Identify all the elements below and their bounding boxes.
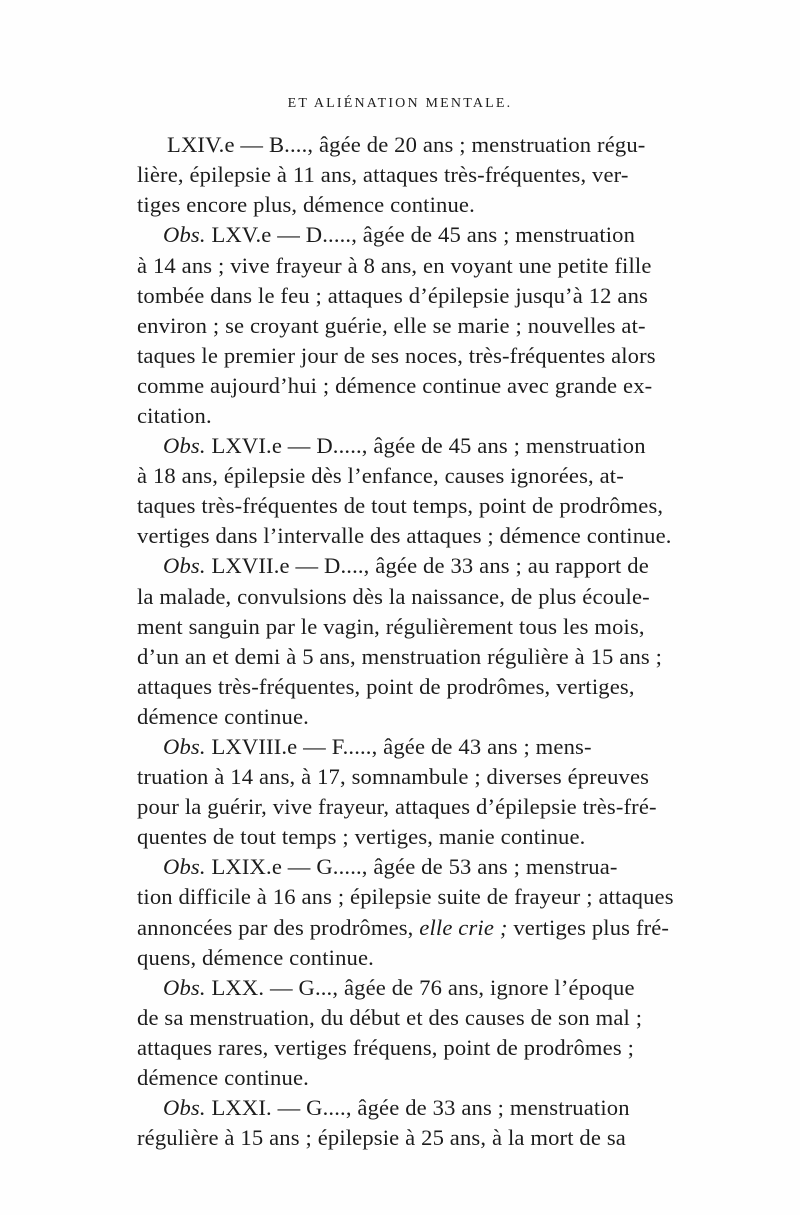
- text-line: [137, 822, 585, 852]
- line-text: LXVII.e — D...., âgée de 33 ans ; au rapport de: [211, 553, 649, 578]
- line-text: LXVI.e — D....., âgée de 45 ans ; menstruation: [211, 433, 646, 458]
- text-line: [137, 762, 649, 792]
- line-text: LXVIII.e — F....., âgée de 43 ans ; mens-: [211, 734, 592, 759]
- line-text: taques le premier jour de ses noces, très-fréquentes alors: [137, 343, 656, 368]
- line-text: ment sanguin par le vagin, régulièrement tous les mois,: [137, 614, 645, 639]
- text-line: [137, 461, 624, 491]
- line-text: citation.: [137, 403, 212, 428]
- text-line: [137, 672, 635, 702]
- text-line: [137, 491, 663, 521]
- text-line: [137, 1063, 309, 1093]
- text-line: [137, 401, 212, 431]
- text-line: [137, 943, 374, 973]
- text-line: [137, 190, 475, 220]
- line-text: vertiges dans l’intervalle des attaques ; démence continue.: [137, 523, 672, 548]
- text-line: [137, 521, 672, 551]
- obs-label: Obs.: [163, 222, 206, 247]
- text-line: [137, 341, 656, 371]
- line-text: tion difficile à 16 ans ; épilepsie suite de frayeur ; attaques: [137, 884, 674, 909]
- obs-label: Obs.: [163, 1095, 206, 1120]
- line-text: LXX. — G..., âgée de 76 ans, ignore l’époque: [211, 975, 635, 1000]
- line-text: à 14 ans ; vive frayeur à 8 ans, en voyant une petite fille: [137, 253, 652, 278]
- obs-label: Obs.: [163, 734, 206, 759]
- obs-label: Obs.: [163, 433, 206, 458]
- text-line: [163, 973, 635, 1003]
- line-text: de sa menstruation, du début et des causes de son mal ;: [137, 1005, 643, 1030]
- text-line: [167, 130, 657, 160]
- text-line: [137, 281, 648, 311]
- line-text: LXXI. — G...., âgée de 33 ans ; menstruation: [211, 1095, 630, 1120]
- text-line: [137, 913, 669, 943]
- line-text: lière, épilepsie à 11 ans, attaques très-fréquentes, ver-: [137, 162, 629, 187]
- line-text: la malade, convulsions dès la naissance, de plus écoule-: [137, 584, 650, 609]
- line-text: LXIV.e — B...., âgée de 20 ans ; menstruation régu-: [167, 132, 646, 157]
- obs-label: Obs.: [163, 553, 206, 578]
- obs-label: Obs.: [163, 975, 206, 1000]
- line-text: à 18 ans, épilepsie dès l’enfance, causes ignorées, at-: [137, 463, 624, 488]
- text-line: [137, 702, 309, 732]
- obs-label: Obs.: [163, 854, 206, 879]
- text-line: [137, 792, 657, 822]
- text-line: [163, 431, 646, 461]
- line-text: régulière à 15 ans ; épilepsie à 25 ans, à la mort de sa: [137, 1125, 626, 1150]
- line-text: démence continue.: [137, 1065, 309, 1090]
- text-line: [137, 582, 650, 612]
- line-text: taques très-fréquentes de tout temps, point de prodrômes,: [137, 493, 664, 518]
- text-line: [137, 612, 645, 642]
- text-line: [137, 1003, 642, 1033]
- text-line: [137, 642, 662, 672]
- line-text: tiges encore plus, démence continue.: [137, 192, 475, 217]
- text-line: [137, 1123, 626, 1153]
- text-line: [163, 732, 592, 762]
- line-text: démence continue.: [137, 704, 309, 729]
- line-text: attaques rares, vertiges fréquens, point de prodrômes ;: [137, 1035, 634, 1060]
- line-text: tombée dans le feu ; attaques d’épilepsie jusqu’à 12 ans: [137, 283, 648, 308]
- line-text: LXIX.e — G....., âgée de 53 ans ; menstrua-: [211, 854, 618, 879]
- line-text: d’un an et demi à 5 ans, menstruation régulière à 15 ans ;: [137, 644, 663, 669]
- text-line: [137, 882, 674, 912]
- line-text: truation à 14 ans, à 17, somnambule ; diverses épreuves: [137, 764, 650, 789]
- line-text: vertiges plus fré-: [513, 915, 670, 940]
- text-line: [137, 251, 652, 281]
- text-line: [163, 551, 649, 581]
- running-head: ET ALIÉNATION MENTALE.: [287, 96, 513, 111]
- line-text: environ ; se croyant guérie, elle se marie ; nouvelles at-: [137, 313, 646, 338]
- line-text: pour la guérir, vive frayeur, attaques d’épilepsie très-fré-: [137, 794, 657, 819]
- line-text: annoncées par des prodrômes,: [137, 915, 414, 940]
- text-line: [137, 371, 652, 401]
- text-line: [163, 220, 635, 250]
- line-text: LXV.e — D....., âgée de 45 ans ; menstruation: [211, 222, 636, 247]
- line-text: quens, démence continue.: [137, 945, 374, 970]
- line-text: attaques très-fréquentes, point de prodrômes, vertiges,: [137, 674, 635, 699]
- text-line: [137, 1033, 634, 1063]
- line-text: comme aujourd’hui ; démence continue avec grande ex-: [137, 373, 653, 398]
- italic-quote: elle crie ;: [419, 915, 508, 940]
- text-line: [163, 1093, 630, 1123]
- text-line: [137, 160, 657, 190]
- text-line: [137, 311, 646, 341]
- text-line: [163, 852, 618, 882]
- line-text: quentes de tout temps ; vertiges, manie continue.: [137, 824, 586, 849]
